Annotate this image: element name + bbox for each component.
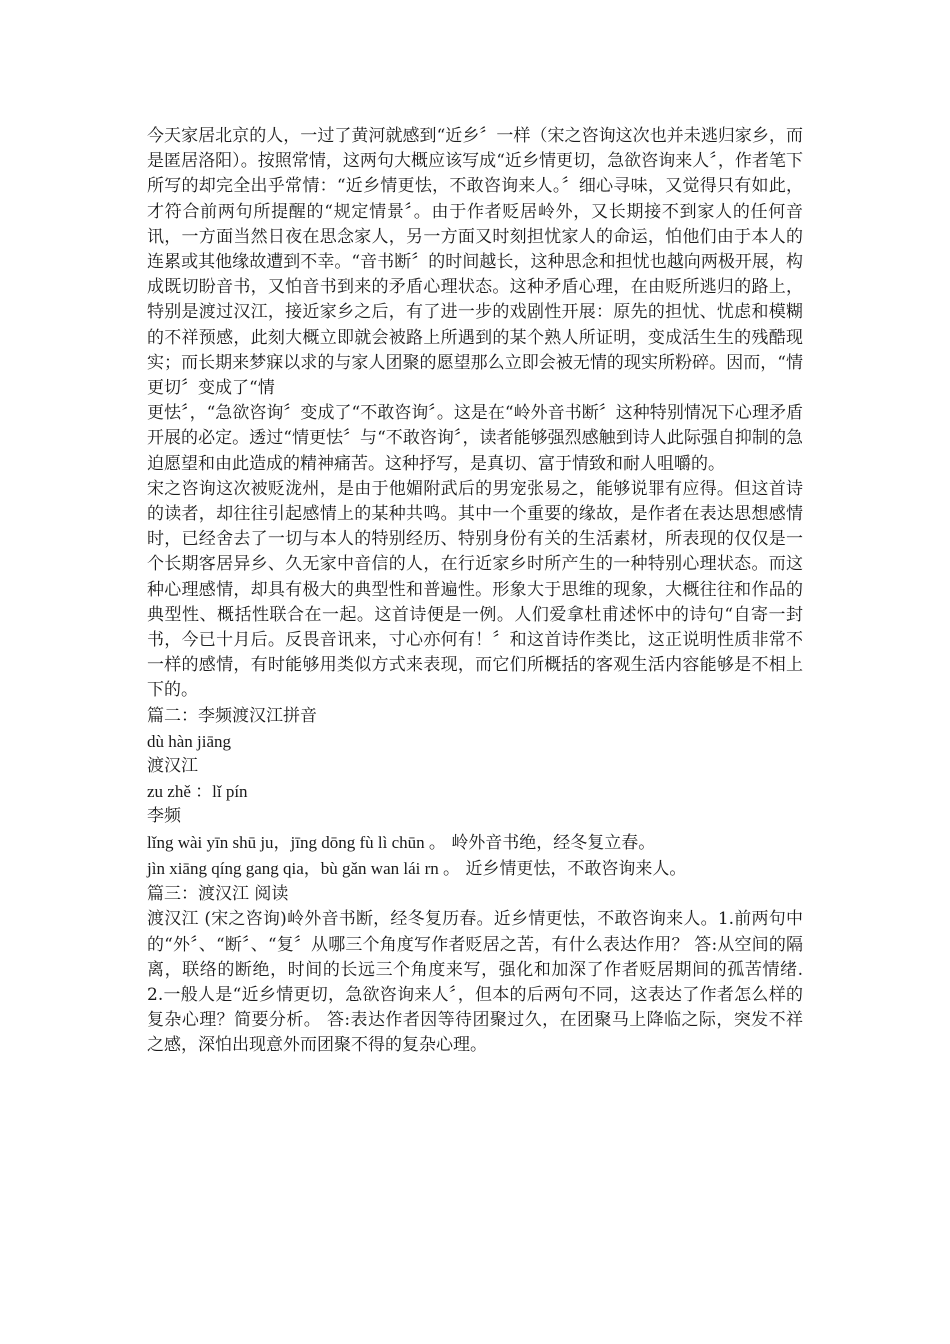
- paragraph-3: 宋之咨询这次被贬泷州，是由于他媚附武后的男宠张易之，能够说罪有应得。但这首诗的读者，却往往引起感情上的某种共鸣。其中一个重要的缘故，是作者在表达思想感情时，已经舍去了一切与本人的特别经历、特别身份有关的生活素材，所表现的仅仅是一个长期客居异乡、久无家中音信的人，在行近家乡时所产生的一种特别心理状态。而这种心理感情，却具有极大的典型性和普遍性。形象大于思维的现象，大概往往和作品的典型性、概括性联合在一起。这首诗便是一例。人们爱拿杜甫述怀中的诗句“自寄一封书，今已十月后。反畏音讯来，寸心亦何有！〞和这首诗作类比，这正说明性质非常不一样的感情，有时能够用类似方式来表现，而它们所概括的客观生活内容能够是不相上下的。: [147, 478, 803, 701]
- poem-line-2-text: 近乡情更怯，不敢咨询来人。: [465, 858, 687, 879]
- poem-line-2-pinyin: jìn xiāng qíng gang qia，bù gǎn wan lái rn 。: [147, 858, 461, 878]
- section-3-heading: 篇三：渡汉江 阅读: [147, 884, 289, 905]
- poem-line-2: [147, 856, 803, 882]
- poem-line-1: [147, 830, 803, 856]
- section-2-heading: 篇二：李频渡汉江拼音: [147, 705, 317, 726]
- poem-line-1-pinyin: lǐng wài yīn shū ju，jīng dōng fù lì chūn 。: [147, 832, 446, 852]
- paragraph-2: 更怯〞，“急欲咨询〞变成了“不敢咨询〞。这是在“岭外音书断〞这种特别情况下心理矛盾开展的必定。透过“情更怯〞与“不敢咨询〞，读者能够强烈感触到诗人此际强自抑制的急迫愿望和由此造成的精神痛苦。这种抒写，是真切、富于情致和耐人咀嚼的。: [147, 403, 803, 474]
- document-page: [147, 124, 803, 1059]
- author-pinyin: zu zhě ：lǐ pín: [147, 782, 248, 802]
- section-3-body: 渡汉江 (宋之咨询)岭外音书断，经冬复历春。近乡情更怯，不敢咨询来人。1.前两句中的“外〞、“断〞、“复〞从哪三个角度写作者贬居之苦，有什么表达作用？ 答:从空间的隔离，联络的断绝，时间的长远三个角度来写，强化和加深了作者贬居期间的孤苦情绪. 2.一般人是“近乡情更切，急欲咨询来人〞，但本的后两句不同，这表达了作者怎么样的复杂心理？简要分析。 答:表达作者因等待团聚过久，在团聚马上降临之际，突发不祥之感，深怕出现意外而团聚不得的复杂心理。: [147, 909, 803, 1056]
- poem-title: 渡汉江: [147, 756, 198, 777]
- paragraph-1: 今天家居北京的人，一过了黄河就感到“近乡〞一样（宋之咨询这次也并未逃归家乡，而是匿居洛阳）。按照常情，这两句大概应该写成“近乡情更切，急欲咨询来人〞，作者笔下所写的却完全出乎常情：“近乡情更怯，不敢咨询来人。〞细心寻味，又觉得只有如此，才符合前两句所提醒的“规定情景〞。由于作者贬居岭外，又长期接不到家人的任何音讯，一方面当然日夜在思念家人，另一方面又时刻担忧家人的命运，怕他们由于本人的连累或其他缘故遭到不幸。“音书断〞的时间越长，这种思念和担忧也越向两极开展，构成既切盼音书，又怕音书到来的矛盾心理状态。这种矛盾心理，在由贬所逃归的路上，特别是渡过汉江，接近家乡之后，有了进一步的戏剧性开展：原先的担忧、忧虑和模糊的不祥预感，此刻大概立即就会被路上所遇到的某个熟人所证明，变成活生生的残酷现实；而长期来梦寐以求的与家人团聚的愿望那么立即会被无情的现实所粉碎。因而，“情更切〞变成了“情: [147, 126, 803, 399]
- poem-author: 李频: [147, 806, 181, 827]
- title-pinyin: dù hàn jiāng: [147, 731, 232, 751]
- poem-line-1-text: 岭外音书绝，经冬复立春。: [451, 832, 656, 853]
